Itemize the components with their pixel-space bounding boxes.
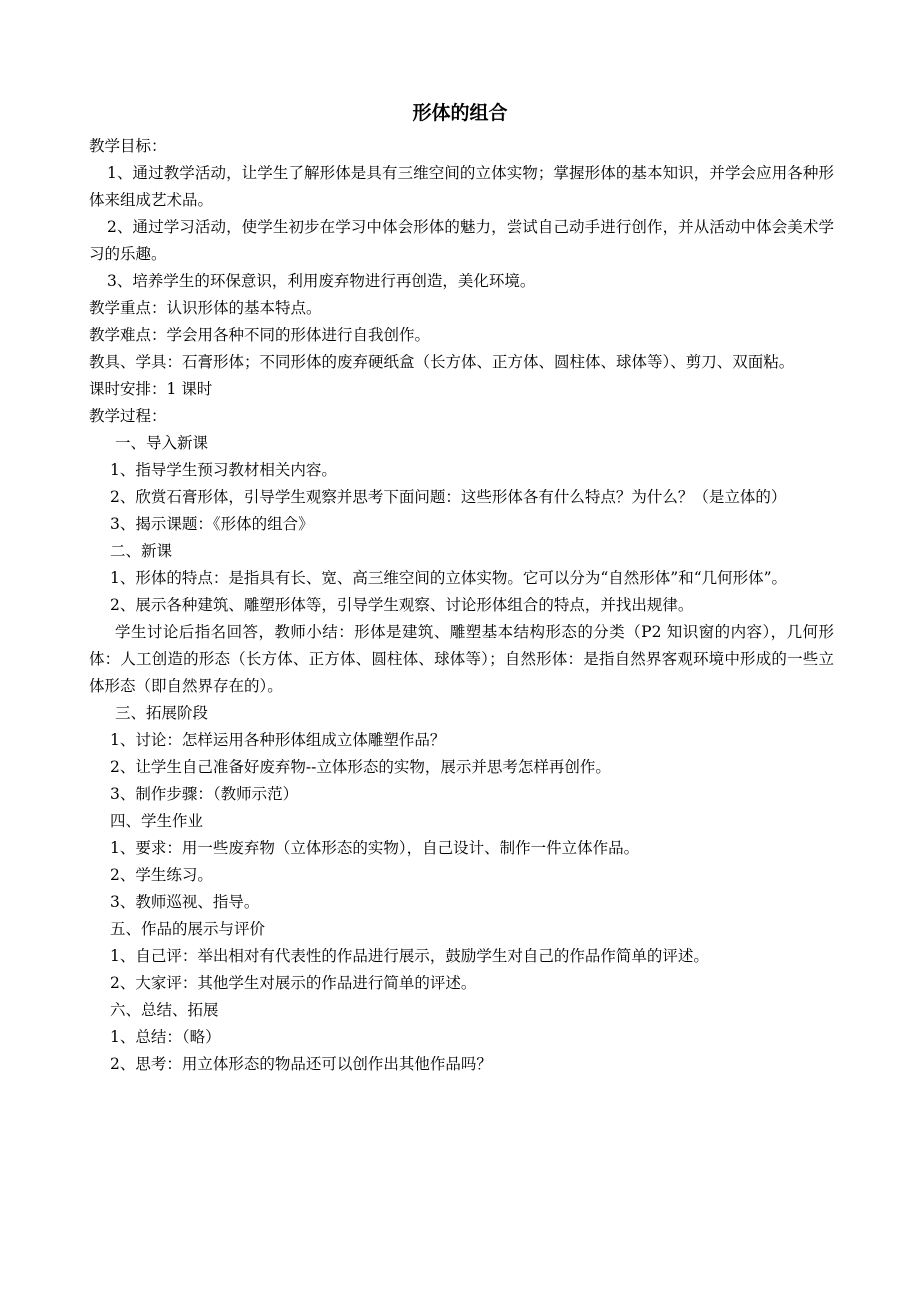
list-item: 2、展示各种建筑、雕塑形体等，引导学生观察、讨论形体组合的特点，并找出规律。 (110, 596, 694, 614)
part-heading-homework: 四、学生作业 (110, 812, 204, 830)
difficult-point: 教学难点：学会用各种不同的形体进行自我创作。 (89, 326, 431, 344)
list-item: 1、自己评：举出相对有代表性的作品进行展示，鼓励学生对自己的作品作简单的评述。 (110, 947, 709, 965)
list-item: 3、制作步骤：（教师示范） (110, 785, 299, 803)
list-item: 1、要求：用一些废弃物（立体形态的实物），自己设计、制作一件立体作品。 (110, 839, 640, 857)
section-heading-process: 教学过程： (89, 407, 167, 425)
teaching-aids: 教具、学具：石膏形体；不同形体的废弃硬纸盒（长方体、正方体、圆柱体、球体等）、剪刀、双面粘。 (89, 353, 795, 371)
objective-2: 2、通过学习活动，使学生初步在学习中体会形体的魅力，尝试自己动手进行创作，并从活动中体会美术学习的乐趣。 (89, 218, 834, 263)
part-heading-new-lesson: 二、新课 (110, 542, 173, 560)
list-item: 1、讨论：怎样运用各种形体组成立体雕塑作品？ (110, 731, 446, 749)
list-item: 2、让学生自己准备好废弃物--立体形态的实物，展示并思考怎样再创作。 (110, 758, 611, 776)
part-heading-intro: 一、导入新课 (115, 434, 209, 452)
part-heading-showcase: 五、作品的展示与评价 (110, 920, 266, 938)
list-item: 2、思考：用立体形态的物品还可以创作出其他作品吗？ (110, 1055, 492, 1073)
part-heading-extension: 三、拓展阶段 (115, 704, 209, 722)
document-body (89, 133, 834, 1078)
list-item: 1、指导学生预习教材相关内容。 (110, 461, 337, 479)
part-heading-summary: 六、总结、拓展 (110, 1001, 219, 1019)
list-item: 2、学生练习。 (110, 866, 213, 884)
list-item: 3、揭示课题：《形体的组合》 (110, 515, 314, 533)
list-item: 2、大家评：其他学生对展示的作品进行简单的评述。 (110, 974, 477, 992)
summary-paragraph: 学生讨论后指名回答，教师小结：形体是建筑、雕塑基本结构形态的分类（P2 知识窗的内容），几何形体：人工创造的形态（长方体、正方体、圆柱体、球体等）；自然形体：是指自然界客观环境中形成的一些立体形态（即自然界存在的）。 (89, 623, 834, 695)
list-item: 1、总结：（略） (110, 1028, 221, 1046)
objective-1: 1、通过教学活动，让学生了解形体是具有三维空间的立体实物；掌握形体的基本知识，并学会应用各种形体来组成艺术品。 (89, 164, 834, 209)
list-item: 2、欣赏石膏形体，引导学生观察并思考下面问题：这些形体各有什么特点？为什么？（是立体的） (110, 488, 787, 506)
key-point: 教学重点：认识形体的基本特点。 (89, 299, 322, 317)
objective-3: 3、培养学生的环保意识，利用废弃物进行再创造，美化环境。 (107, 272, 536, 290)
class-schedule: 课时安排：1 课时 (89, 380, 213, 398)
list-item: 1、形体的特点：是指具有长、宽、高三维空间的立体实物。它可以分为“自然形体”和“几何形体”。 (110, 569, 788, 587)
document-title: 形体的组合 (412, 102, 508, 124)
section-heading-objectives: 教学目标： (89, 137, 167, 155)
list-item: 3、教师巡视、指导。 (110, 893, 260, 911)
